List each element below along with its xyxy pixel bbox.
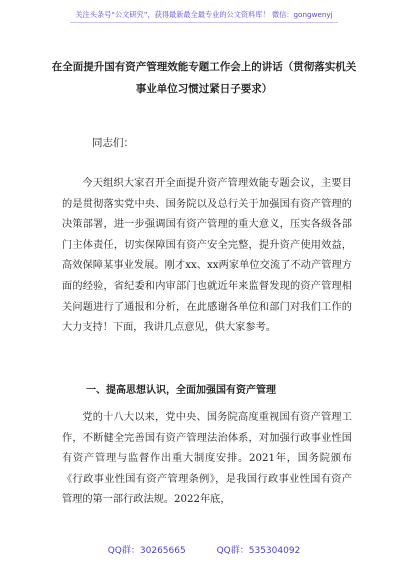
body-paragraph-1: 今天组织大家召开全面提升资产管理效能专题会议，主要目的是贯彻落实党中央、国务院以及总行关于加强国有资产管理的决策部署，进一步强调国有资产管理的重大意义，压实各级各部门主体责任，切实保障国有资产安全完整，提升资产使用效益，高效保障某事业发展。刚才xx、xx两家单位交流了不动产管理方面的经验，省纪委和内审部门也就近年来监督发现的资产管理相关问题进行了通报和分析，在此感谢各单位和部门对我们工作的大力支持！下面，我讲几点意见，供大家参考。 <box>62 178 352 334</box>
footer-qq-group-1: QQ群：30265665 <box>107 546 186 556</box>
salutation: 同志们： <box>92 137 134 149</box>
header-banner: 关注头条号“公文研究”，获得最新最全最专业的公文资料库！ 微信：gongwenyj <box>75 10 333 19</box>
body-paragraph-2: 党的十八大以来，党中央、国务院高度重视国有资产管理工作，不断健全完善国有资产管理法治体系，对加强行政事业性国有资产管理与监督作出重大制度安排。2021年，国务院颁布《行政事业性国有资产管理条例》，是我国行政事业性国有资产管理的第一部行政法规。2022年底， <box>62 412 352 506</box>
footer-contact <box>0 543 408 556</box>
section-heading-1: 一、提高思想认识，全面加强国有资产管理 <box>86 385 276 396</box>
document-title: 在全面提升国有资产管理效能专题工作会上的讲话（贯彻落实机关事业单位习惯过紧日子要求） <box>51 61 357 95</box>
footer-qq-group-2: QQ群：535304092 <box>216 546 301 556</box>
header-divider <box>70 22 338 23</box>
